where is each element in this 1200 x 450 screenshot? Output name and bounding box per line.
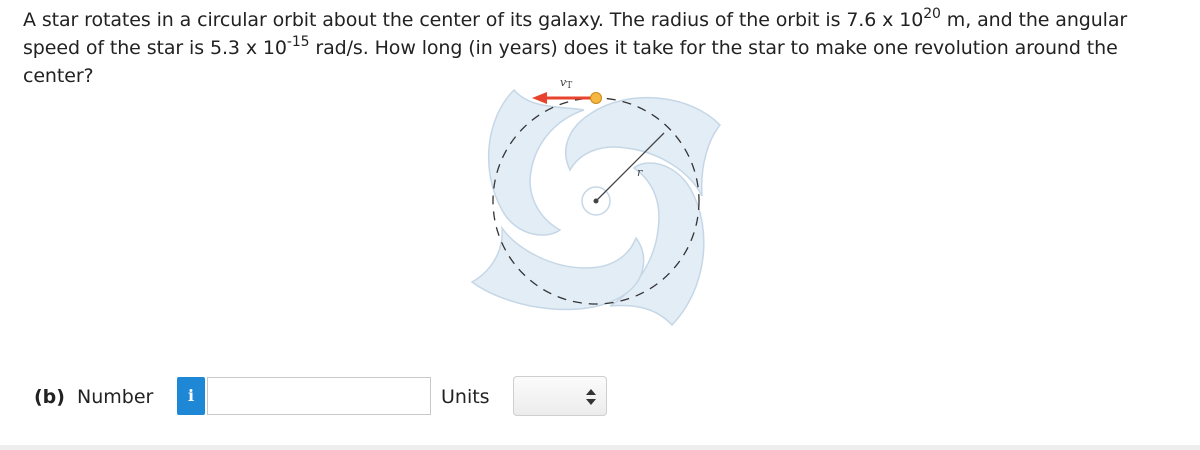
velocity-label	[560, 76, 572, 91]
select-arrows-icon	[586, 389, 596, 405]
galaxy-spiral-arms	[472, 90, 720, 325]
angular-speed-exponent: -15	[286, 33, 310, 50]
bottom-divider	[0, 445, 1200, 450]
galaxy-orbit-figure	[450, 70, 750, 340]
part-label: (b)	[34, 386, 65, 408]
center-point	[594, 199, 599, 204]
star-marker	[591, 93, 602, 104]
number-input[interactable]	[207, 377, 431, 415]
info-icon[interactable]: i	[177, 377, 205, 415]
velocity-subscript: T	[566, 81, 573, 91]
question-text-part2: m, and the angular speed of the star is 5.3 x 10	[23, 9, 1128, 59]
units-label: Units	[441, 386, 490, 408]
question-text-part3: rad/s. How long (in years) does it take for the star to make one revolution around the center?	[23, 37, 1118, 87]
radius-exponent: 20	[923, 5, 941, 22]
number-label: Number	[77, 386, 154, 408]
units-select[interactable]	[513, 376, 607, 416]
velocity-symbol: v	[560, 76, 567, 89]
radius-label: r	[637, 166, 643, 179]
answer-row	[0, 374, 1200, 418]
question-text-part1: A star rotates in a circular orbit about the center of its galaxy. The radius of the orbit is 7.6 x 10	[23, 9, 924, 31]
